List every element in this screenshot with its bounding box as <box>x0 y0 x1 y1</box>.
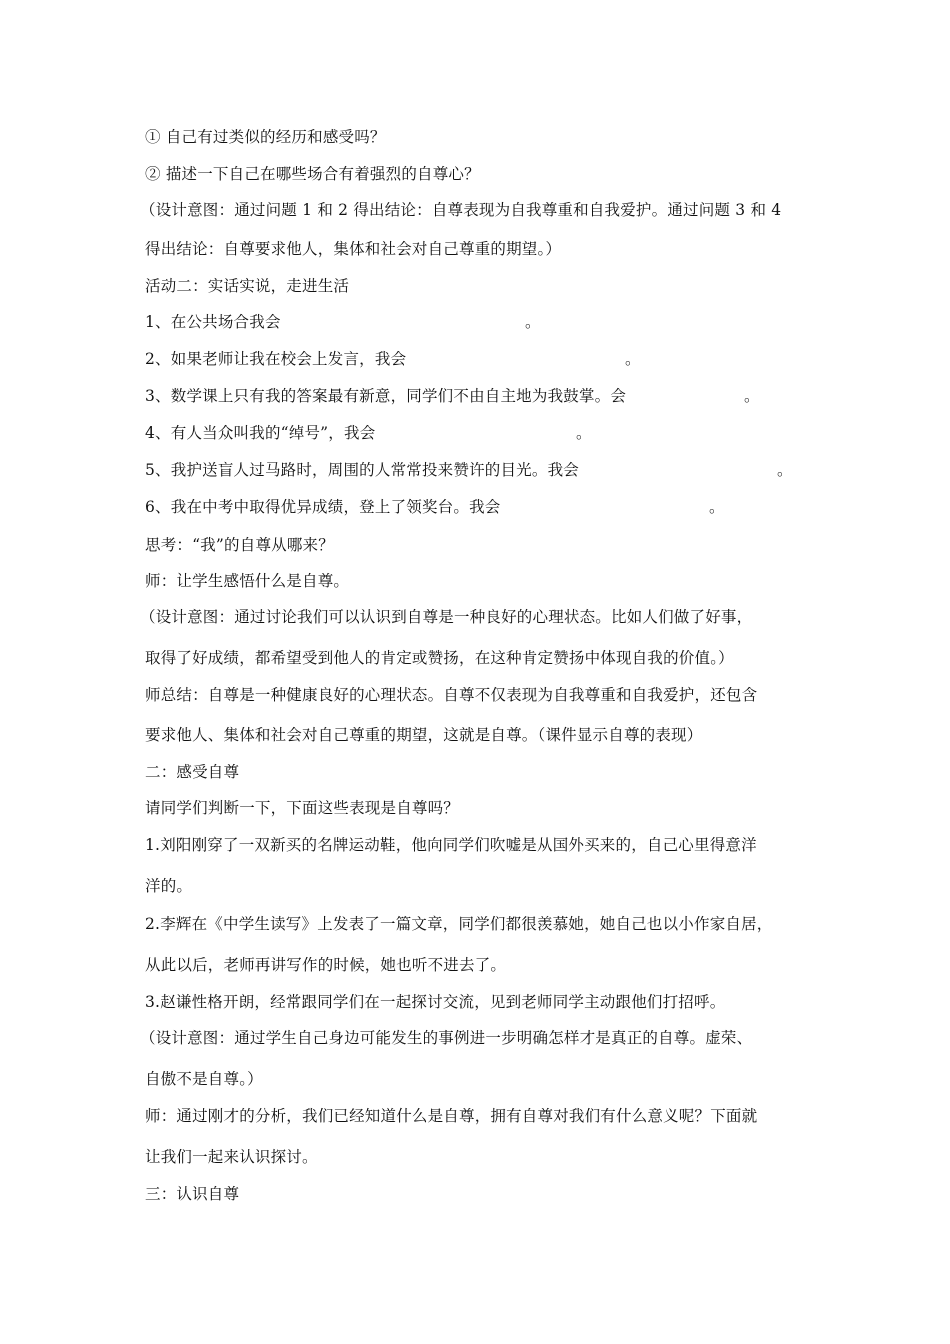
design-intent-3-line-2: 自傲不是自尊。） <box>145 1070 263 1088</box>
fill-item-4-end: 。 <box>576 424 592 442</box>
activity-2-heading: 活动二：实话实说，走进生活 <box>145 277 350 295</box>
teacher-transition-line-2: 让我们一起来认识探讨。 <box>145 1148 318 1166</box>
section-2-heading: 二：感受自尊 <box>145 763 240 781</box>
design-intent-1-line-2: 得出结论：自尊要求他人，集体和社会对自己尊重的期望。） <box>145 240 562 258</box>
fill-item-6-end: 。 <box>709 498 725 516</box>
fill-item-4: 4、有人当众叫我的“绰号”，我会 <box>145 424 376 442</box>
fill-item-3: 3、数学课上只有我的答案最有新意，同学们不由自主地为我鼓掌。会 <box>145 387 627 405</box>
fill-item-2: 2、如果老师让我在校会上发言，我会 <box>145 350 407 368</box>
fill-item-2-end: 。 <box>625 350 641 368</box>
fill-item-1: 1、在公共场合我会 <box>145 313 281 331</box>
design-intent-2-line-1: （设计意图：通过讨论我们可以认识到自尊是一种良好的心理状态。比如人们做了好事， <box>140 608 753 626</box>
fill-item-5: 5、我护送盲人过马路时，周围的人常常投来赞许的目光。我会 <box>145 461 579 479</box>
case-2-line-2: 从此以后，老师再讲写作的时候，她也听不进去了。 <box>145 956 507 974</box>
teacher-transition-line-1: 师：通过刚才的分析，我们已经知道什么是自尊，拥有自尊对我们有什么意义呢？下面就 <box>145 1107 758 1125</box>
case-3: 3.赵谦性格开朗，经常跟同学们在一起探讨交流，见到老师同学主动跟他们打招呼。 <box>145 993 726 1011</box>
teacher-note-1: 师：让学生感悟什么是自尊。 <box>145 572 350 590</box>
teacher-summary-line-1: 师总结：自尊是一种健康良好的心理状态。自尊不仅表现为自我尊重和自我爱护，还包含 <box>145 686 758 704</box>
fill-item-6: 6、我在中考中取得优异成绩，登上了领奖台。我会 <box>145 498 501 516</box>
question-1: ① 自己有过类似的经历和感受吗？ <box>145 128 386 146</box>
fill-item-1-end: 。 <box>525 313 541 331</box>
case-2-line-1: 2.李辉在《中学生读写》上发表了一篇文章，同学们都很羡慕她，她自己也以小作家自居， <box>145 915 773 933</box>
question-2: ② 描述一下自己在哪些场合有着强烈的自尊心？ <box>145 165 480 183</box>
fill-item-3-end: 。 <box>744 387 760 405</box>
judge-prompt: 请同学们判断一下，下面这些表现是自尊吗？ <box>145 799 460 817</box>
fill-item-5-end: 。 <box>777 461 793 479</box>
section-3-heading: 三：认识自尊 <box>145 1185 240 1203</box>
case-1-line-2: 洋的。 <box>145 877 193 895</box>
case-1-line-1: 1.刘阳刚穿了一双新买的名牌运动鞋，他向同学们吹嘘是从国外买来的，自己心里得意洋 <box>145 836 757 854</box>
design-intent-3-line-1: （设计意图：通过学生自己身边可能发生的事例进一步明确怎样才是真正的自尊。虚荣、 <box>140 1029 753 1047</box>
teacher-summary-line-2: 要求他人、集体和社会对自己尊重的期望，这就是自尊。（课件显示自尊的表现） <box>145 726 703 744</box>
think-question: 思考：“我”的自尊从哪来？ <box>145 536 334 554</box>
design-intent-2-line-2: 取得了好成绩，都希望受到他人的肯定或赞扬，在这种肯定赞扬中体现自我的价值。） <box>145 649 734 667</box>
design-intent-1-line-1: （设计意图：通过问题 1 和 2 得出结论：自尊表现为自我尊重和自我爱护。通过问题 3 和 4 <box>140 201 782 219</box>
